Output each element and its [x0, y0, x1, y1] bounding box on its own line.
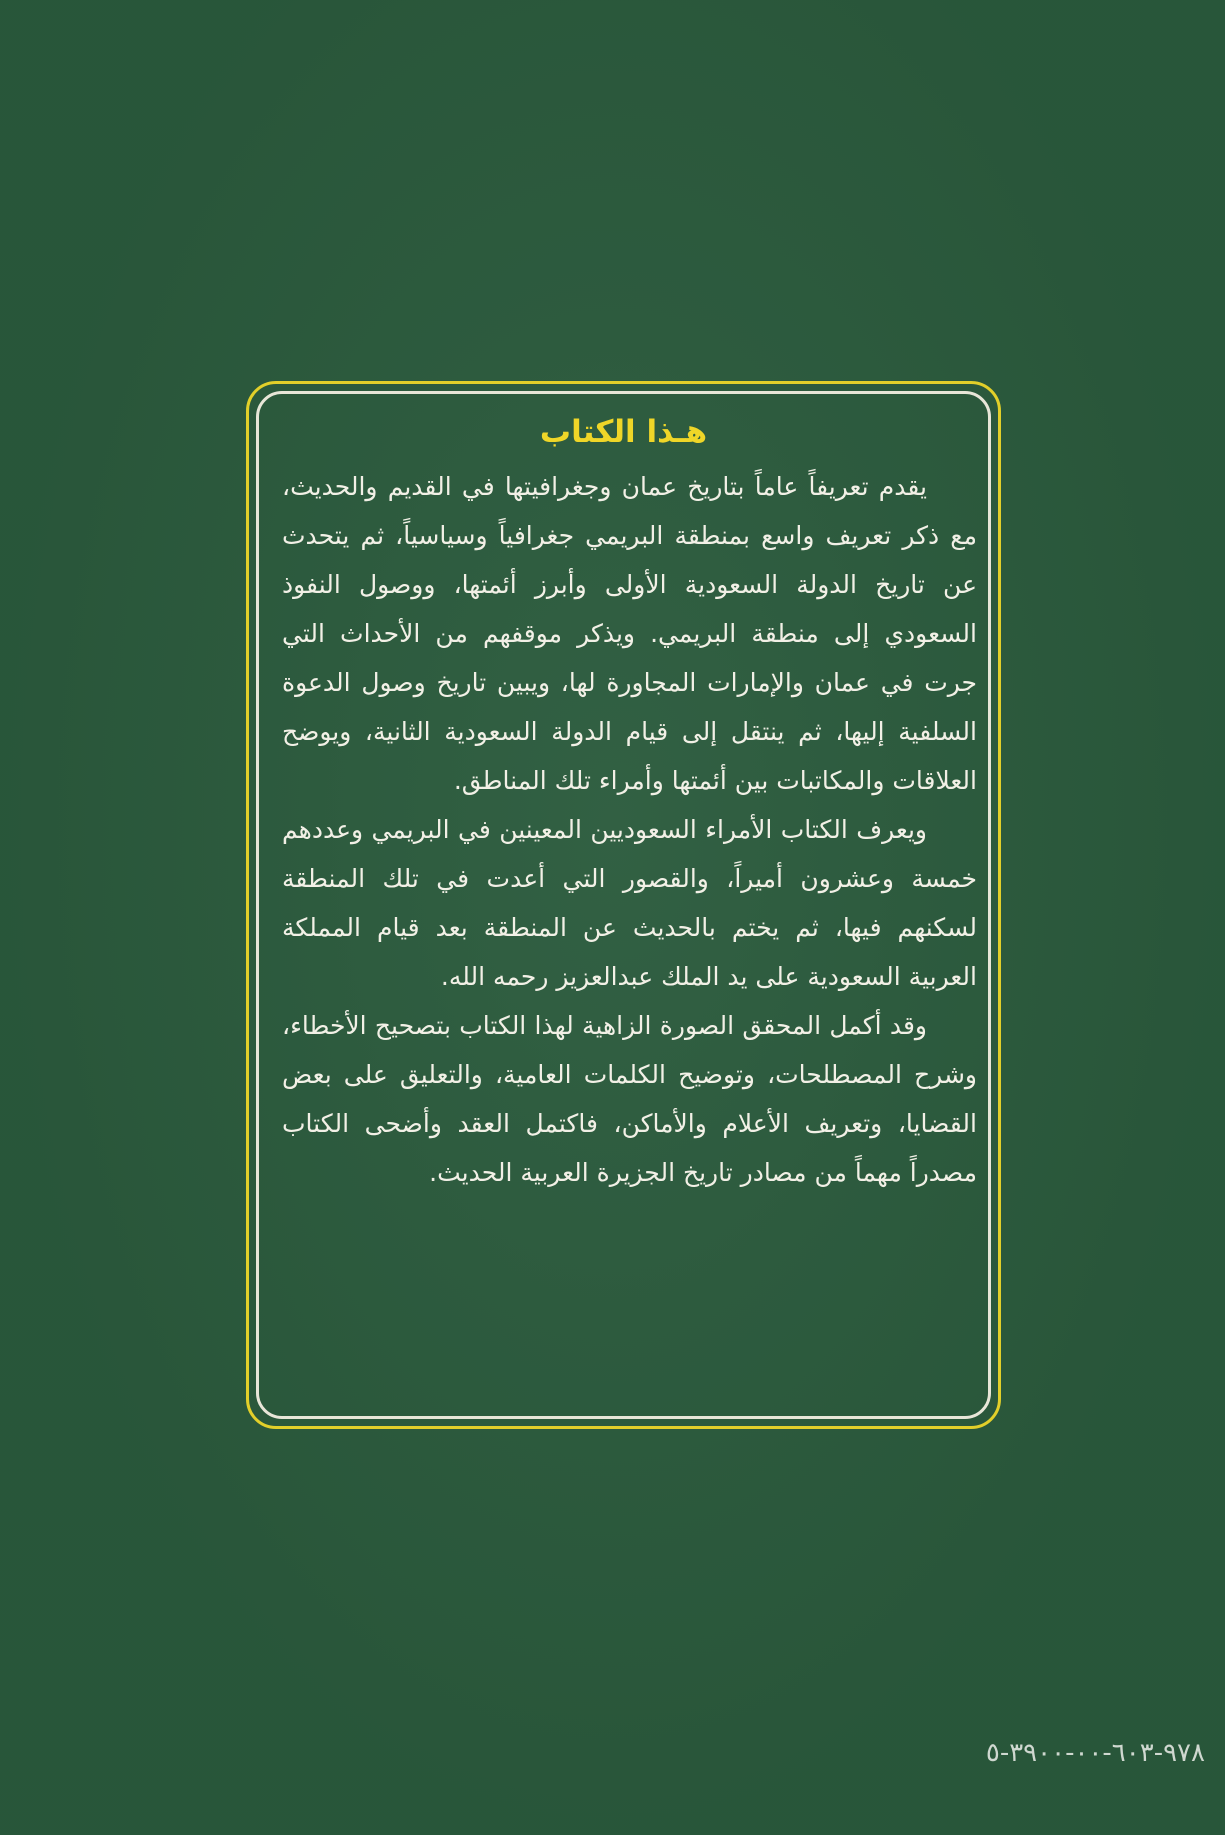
blurb-title: هـذا الكتاب [539, 414, 708, 450]
blurb-body [282, 462, 977, 1197]
blurb-paragraph-1: يقدم تعريفاً عاماً بتاريخ عمان وجغرافيتها في القديم والحديث، مع ذكر تعريف واسع بمنطقة البريمي جغرافياً وسياسياً، ثم يتحدث عن تاريخ الدولة السعودية الأولى وأبرز أئمتها، ووصول النفوذ السعودي إلى منطقة البريمي. ويذكر موقفهم من الأحداث التي جرت في عمان والإمارات المجاورة لها، ويبين تاريخ وصول الدعوة السلفية إليها، ثم ينتقل إلى قيام الدولة السعودية الثانية، ويوضح العلاقات والمكاتبات بين أئمتها وأمراء تلك المناطق. [282, 472, 977, 795]
isbn-number: ٩٧٨-٦٠٣-٠٠-٣٩٠٠-٥ [985, 1738, 1205, 1768]
blurb-paragraph-3: وقد أكمل المحقق الصورة الزاهية لهذا الكتاب بتصحيح الأخطاء، وشرح المصطلحات، وتوضيح الكلمات العامية، والتعليق على بعض القضايا، وتعريف الأعلام والأماكن، فاكتمل العقد وأضحى الكتاب مصدراً مهماً من مصادر تاريخ الجزيرة العربية الحديث. [282, 1011, 977, 1187]
blurb-paragraph-2: ويعرف الكتاب الأمراء السعوديين المعينين في البريمي وعددهم خمسة وعشرون أميراً، والقصور التي أعدت في تلك المنطقة لسكنهم فيها، ثم يختم بالحديث عن المنطقة بعد قيام المملكة العربية السعودية على يد الملك عبدالعزيز رحمه الله. [282, 815, 977, 991]
